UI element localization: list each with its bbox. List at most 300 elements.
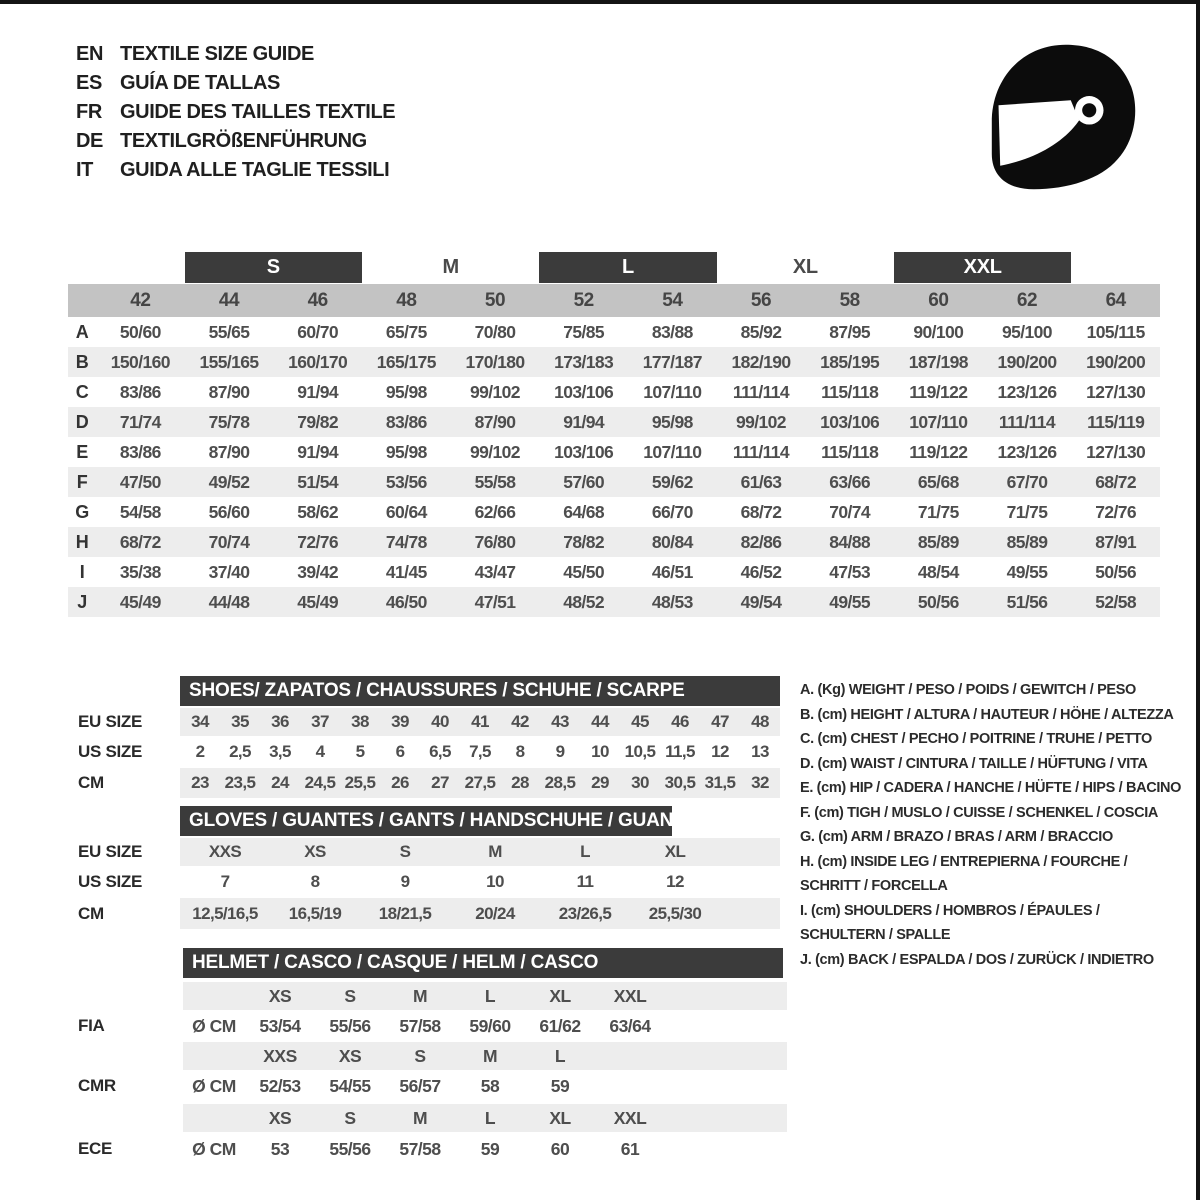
- shoe-size-cell: 36: [271, 712, 289, 731]
- shoe-size-cell: 27,5: [464, 773, 496, 792]
- lang-code: DE: [76, 130, 103, 152]
- size-cell: 71/75: [1006, 501, 1048, 522]
- shoe-size-cell: 2,5: [229, 742, 251, 761]
- size-cell: 99/102: [470, 441, 520, 462]
- helmet-value-cell: 61/62: [539, 1015, 581, 1036]
- gloves-eu-row: [180, 838, 780, 866]
- size-cell: 63/66: [829, 471, 871, 492]
- size-cell: 150/160: [110, 351, 170, 372]
- shoe-size-cell: 34: [191, 712, 209, 731]
- size-cell: 78/82: [563, 531, 605, 552]
- lang-code: ES: [76, 72, 102, 94]
- size-number: 42: [130, 289, 151, 311]
- size-cell: 47/50: [119, 471, 161, 492]
- size-cell: 185/195: [820, 351, 880, 372]
- size-cell: 91/94: [297, 441, 339, 462]
- size-number: 46: [307, 289, 328, 311]
- size-number: 50: [484, 289, 506, 311]
- lang-title: GUÍA DE TALLAS: [120, 72, 280, 94]
- row-key: E: [76, 441, 88, 462]
- gloves-cm-grid: [180, 898, 720, 929]
- textile-row-g: [68, 497, 1160, 527]
- helmet-value-cell: 61: [620, 1138, 640, 1159]
- size-cell: 72/76: [297, 531, 339, 552]
- legend-text: ARM / BRAZO / BRAS / ARM / BRACCIO: [850, 829, 1113, 845]
- helmet-unit-cell: Ø CM: [192, 1075, 236, 1096]
- legend-text: HEIGHT / ALTURA / HAUTEUR / HÖHE / ALTEZZA: [850, 706, 1174, 723]
- helmet-title-bar: HELMET / CASCO / CASQUE / HELM / CASCO: [183, 948, 783, 978]
- shoes-cm-row: [180, 768, 780, 798]
- legend-item-f: [800, 801, 1180, 826]
- helmet-value-cell: 53/54: [259, 1015, 301, 1036]
- helmet-fia-values-row: [183, 1012, 787, 1040]
- size-cell: 107/110: [643, 441, 702, 462]
- size-cell: 68/72: [119, 531, 161, 552]
- shoe-size-cell: 4: [315, 742, 325, 761]
- size-cell: 111/114: [732, 381, 790, 402]
- helmet-value-cell: 59: [480, 1138, 500, 1159]
- row-key: D: [75, 411, 89, 432]
- shoe-size-cell: 30: [631, 773, 649, 792]
- size-cell: 71/75: [917, 501, 959, 522]
- helmet-value-cell: 52/53: [259, 1075, 301, 1096]
- glove-size-cell: 25,5/30: [648, 903, 702, 923]
- helmet-value-cell: 57/58: [399, 1138, 441, 1159]
- shoe-size-cell: 5: [355, 742, 365, 761]
- shoes-cm-label: CM: [78, 773, 104, 792]
- size-cell: 74/78: [385, 531, 427, 552]
- size-number: 58: [839, 289, 860, 311]
- legend-text: CHEST / PECHO / POITRINE / TRUHE / PETTO: [850, 731, 1152, 747]
- size-cell: 50/56: [1095, 561, 1137, 582]
- shoes-eu-row: [180, 708, 780, 736]
- shoe-size-cell: 27: [431, 773, 449, 792]
- size-cell: 87/95: [829, 321, 871, 342]
- size-cell: 60/64: [385, 501, 427, 522]
- size-cell: 95/98: [385, 381, 427, 402]
- size-number: 44: [218, 289, 240, 311]
- legend-text: WEIGHT / PESO / POIDS / GEWITCH / PESO: [848, 682, 1136, 698]
- helmet-value-cell: 57/58: [399, 1015, 441, 1036]
- size-cell: 103/106: [820, 411, 880, 432]
- size-cell: 87/91: [1095, 531, 1137, 552]
- helmet-value-cell: 58: [480, 1075, 500, 1096]
- size-cell: 46/50: [385, 591, 427, 612]
- helmet-cmr-values-row: [183, 1072, 787, 1100]
- shoe-size-cell: 38: [351, 712, 369, 731]
- shoe-size-cell: 39: [391, 712, 409, 731]
- shoe-size-cell: 25,5: [344, 773, 376, 792]
- helmet-value-cell: 55/56: [329, 1015, 371, 1036]
- glove-size-cell: 23/26,5: [558, 903, 612, 923]
- size-cell: 91/94: [297, 381, 339, 402]
- shoe-size-cell: 32: [751, 773, 769, 792]
- size-cell: 115/118: [821, 381, 879, 402]
- helmet-unit-cell: Ø CM: [192, 1138, 236, 1159]
- row-key: H: [75, 531, 89, 552]
- lang-code: EN: [76, 43, 103, 65]
- size-cell: 47/51: [474, 591, 516, 612]
- size-number: 52: [573, 289, 594, 311]
- gloves-cm-label: CM: [78, 903, 104, 923]
- helmet-ece-sizes-row: [183, 1104, 787, 1132]
- size-cell: 173/183: [554, 351, 614, 372]
- language-title-block: [76, 40, 395, 185]
- textile-size-table: [68, 252, 1160, 617]
- size-cell: 103/106: [554, 381, 614, 402]
- helmet-size-cell: L: [484, 1107, 496, 1128]
- size-cell: 119/122: [909, 381, 968, 402]
- glove-size-cell: 7: [220, 872, 230, 891]
- size-cell: 84/88: [829, 531, 871, 552]
- helmet-size-cell: L: [554, 1045, 566, 1066]
- size-cell: 68/72: [740, 501, 782, 522]
- size-cell: 75/85: [563, 321, 605, 342]
- size-number: 60: [928, 289, 949, 311]
- shoe-size-cell: 40: [431, 712, 449, 731]
- measurement-legend: [800, 678, 1180, 972]
- size-cell: 68/72: [1095, 471, 1137, 492]
- legend-item-a: [800, 678, 1180, 703]
- shoe-size-cell: 48: [751, 712, 769, 731]
- size-cell: 46/52: [740, 561, 782, 582]
- glove-size-cell: 18/21,5: [378, 903, 432, 923]
- legend-key: H. (cm): [800, 853, 847, 870]
- row-key: C: [75, 381, 89, 402]
- size-cell: 115/118: [821, 441, 879, 462]
- size-cell: 103/106: [554, 441, 614, 462]
- legend-item-d: [800, 752, 1180, 777]
- glove-size-cell: 12: [666, 872, 684, 891]
- legend-item-i: [800, 899, 1180, 948]
- size-cell: 56/60: [208, 501, 250, 522]
- shoe-size-cell: 43: [551, 712, 569, 731]
- lang-row-de: [76, 127, 395, 156]
- shoe-size-cell: 30,5: [664, 773, 696, 792]
- row-key: J: [77, 591, 87, 612]
- gloves-title-bar: GLOVES / GUANTES / GANTS / HANDSCHUHE / GUANTI: [180, 806, 672, 836]
- row-key: G: [75, 501, 89, 522]
- size-cell: 48/52: [563, 591, 605, 612]
- size-cell: 45/49: [297, 591, 339, 612]
- helmet-size-cell: XS: [338, 1045, 362, 1066]
- glove-size-cell: XXS: [208, 842, 242, 861]
- size-cell: 85/92: [740, 321, 782, 342]
- row-key: I: [79, 561, 85, 582]
- shoe-size-cell: 46: [671, 712, 689, 731]
- shoe-size-cell: 9: [555, 742, 565, 761]
- size-cell: 59/62: [651, 471, 693, 492]
- size-number-row: [68, 284, 1160, 317]
- glove-size-cell: XL: [664, 842, 686, 861]
- legend-item-c: [800, 727, 1180, 752]
- legend-item-e: [800, 776, 1180, 801]
- glove-size-cell: 8: [310, 872, 320, 891]
- helmet-ece-values-row: [183, 1134, 787, 1164]
- size-cell: 90/100: [913, 321, 964, 342]
- shoe-size-cell: 6: [395, 742, 405, 761]
- legend-text: WAIST / CINTURA / TAILLE / HÜFTUNG / VITA: [850, 755, 1148, 772]
- size-cell: 39/42: [297, 561, 339, 582]
- page-top-border: [0, 0, 1200, 4]
- size-cell: 123/126: [997, 441, 1057, 462]
- legend-key: G. (cm): [800, 829, 848, 845]
- size-cell: 37/40: [208, 561, 250, 582]
- textile-row-b: [68, 347, 1160, 377]
- legend-item-j: [800, 948, 1180, 973]
- glove-size-cell: 11: [576, 872, 594, 891]
- size-cell: 87/90: [474, 411, 516, 432]
- helmet-size-cell: XS: [268, 1107, 292, 1128]
- size-cell: 115/119: [1087, 411, 1145, 432]
- size-cell: 51/56: [1006, 591, 1048, 612]
- legend-item-g: [800, 825, 1180, 850]
- legend-key: C. (cm): [800, 731, 847, 747]
- gloves-us-grid: [180, 868, 720, 896]
- lang-row-it: [76, 156, 395, 185]
- shoe-size-cell: 42: [511, 712, 529, 731]
- helmet-ece-label: ECE: [78, 1139, 113, 1158]
- helmet-size-cell: M: [412, 1107, 428, 1128]
- gloves-eu-grid: [180, 838, 720, 866]
- helmet-value-cell: 59: [550, 1075, 570, 1096]
- size-cell: 99/102: [470, 381, 520, 402]
- size-cell: 83/86: [119, 381, 161, 402]
- textile-row-a: [68, 317, 1160, 347]
- row-key: A: [75, 321, 89, 342]
- helmet-cmr-label: CMR: [78, 1076, 116, 1095]
- size-cell: 62/66: [474, 501, 516, 522]
- size-cell: 177/187: [642, 351, 702, 372]
- shoe-size-cell: 26: [391, 773, 409, 792]
- size-number: 56: [750, 289, 772, 311]
- helmet-value-cell: 63/64: [609, 1015, 651, 1036]
- helmet-size-cell: XXL: [613, 1107, 647, 1128]
- size-group-l: L: [539, 252, 716, 283]
- legend-key: I. (cm): [800, 902, 841, 919]
- textile-row-j: [68, 587, 1160, 617]
- lang-title: TEXTILE SIZE GUIDE: [120, 43, 314, 65]
- legend-item-h: [800, 850, 1180, 899]
- size-cell: 71/74: [119, 411, 161, 432]
- shoe-size-cell: 24,5: [304, 773, 336, 792]
- size-cell: 187/198: [908, 351, 968, 372]
- helmet-size-cell: L: [484, 985, 496, 1006]
- helmet-unit-cell: Ø CM: [192, 1015, 236, 1036]
- helmet-size-cell: M: [412, 985, 428, 1006]
- size-cell: 35/38: [119, 561, 161, 582]
- size-cell: 80/84: [651, 531, 693, 552]
- size-cell: 66/70: [651, 501, 693, 522]
- size-cell: 48/54: [917, 561, 959, 582]
- shoe-size-cell: 6,5: [429, 742, 451, 761]
- legend-text-line2: SCHRITT / FORCELLA: [800, 878, 948, 894]
- size-number: 48: [396, 289, 417, 311]
- helmet-size-cell: S: [344, 1107, 356, 1128]
- shoe-size-cell: 10,5: [624, 742, 656, 761]
- glove-size-cell: 20/24: [475, 903, 515, 923]
- legend-text: TIGH / MUSLO / CUISSE / SCHENKEL / COSCIA: [847, 804, 1159, 821]
- size-cell: 87/90: [208, 381, 250, 402]
- size-group-xxl: XXL: [894, 252, 1071, 283]
- size-cell: 51/54: [297, 471, 339, 492]
- helmet-value-cell: 60: [550, 1138, 570, 1159]
- size-cell: 95/100: [1002, 321, 1052, 342]
- helmet-value-cell: 55/56: [329, 1138, 371, 1159]
- size-cell: 82/86: [740, 531, 782, 552]
- size-cell: 67/70: [1006, 471, 1048, 492]
- shoe-size-cell: 10: [591, 742, 609, 761]
- size-cell: 49/54: [740, 591, 782, 612]
- shoes-eu-size-label: EU SIZE: [78, 712, 143, 731]
- gloves-us-size-label: US SIZE: [78, 872, 143, 891]
- size-cell: 72/76: [1095, 501, 1137, 522]
- size-group-s: S: [185, 252, 362, 283]
- size-cell: 58/62: [297, 501, 339, 522]
- helmet-size-cell: XL: [549, 985, 571, 1006]
- glove-size-cell: M: [488, 842, 502, 861]
- size-cell: 55/58: [474, 471, 516, 492]
- shoes-us-size-label: US SIZE: [78, 742, 143, 761]
- size-cell: 119/122: [909, 441, 968, 462]
- shoe-size-cell: 28,5: [544, 773, 576, 792]
- lang-row-es: [76, 69, 395, 98]
- gloves-cm-row: [180, 898, 780, 929]
- lang-code: FR: [76, 101, 102, 123]
- glove-size-cell: S: [399, 842, 411, 861]
- size-cell: 85/89: [1006, 531, 1048, 552]
- glove-size-cell: 12,5/16,5: [192, 903, 258, 923]
- size-cell: 190/200: [997, 351, 1057, 372]
- shoes-title-bar: SHOES/ ZAPATOS / CHAUSSURES / SCHUHE / SCARPE: [180, 676, 780, 706]
- size-cell: 85/89: [917, 531, 959, 552]
- size-cell: 76/80: [474, 531, 516, 552]
- size-number: 64: [1105, 289, 1126, 311]
- shoe-size-cell: 45: [631, 712, 649, 731]
- size-cell: 48/53: [651, 591, 693, 612]
- size-cell: 127/130: [1086, 441, 1146, 462]
- size-cell: 95/98: [651, 411, 693, 432]
- size-cell: 41/45: [385, 561, 427, 582]
- legend-text: SHOULDERS / HOMBROS / ÉPAULES /: [843, 902, 1100, 919]
- size-cell: 61/63: [740, 471, 782, 492]
- size-cell: 91/94: [563, 411, 605, 432]
- shoe-size-cell: 11,5: [665, 742, 695, 761]
- shoe-size-cell: 35: [231, 712, 249, 731]
- size-cell: 45/50: [563, 561, 605, 582]
- shoe-size-cell: 37: [311, 712, 329, 731]
- lang-title: TEXTILGRÖßENFÜHRUNG: [120, 130, 367, 152]
- helmet-size-cell: S: [414, 1045, 426, 1066]
- size-cell: 70/74: [829, 501, 871, 522]
- size-cell: 47/53: [829, 561, 871, 582]
- size-cell: 155/165: [199, 351, 259, 372]
- gloves-us-row: [180, 868, 780, 896]
- legend-key: D. (cm): [800, 755, 847, 772]
- helmet-cmr-sizes-row: [183, 1042, 787, 1070]
- shoes-us-row: [180, 738, 780, 766]
- size-number: 54: [662, 289, 683, 311]
- gloves-eu-size-label: EU SIZE: [78, 842, 143, 861]
- racing-helmet-icon: [975, 30, 1143, 204]
- size-cell: 160/170: [288, 351, 348, 372]
- size-cell: 60/70: [297, 321, 339, 342]
- textile-row-c: [68, 377, 1160, 407]
- shoe-size-cell: 7,5: [469, 742, 491, 761]
- helmet-size-cell: S: [344, 985, 356, 1006]
- legend-text-line2: SCHULTERN / SPALLE: [800, 927, 951, 943]
- size-cell: 70/80: [474, 321, 516, 342]
- shoe-size-cell: 3,5: [269, 742, 291, 761]
- shoe-size-cell: 13: [751, 742, 769, 761]
- textile-row-d: [68, 407, 1160, 437]
- size-cell: 127/130: [1086, 381, 1146, 402]
- size-group-m: M: [442, 256, 459, 278]
- shoe-size-cell: 31,5: [704, 773, 736, 792]
- size-cell: 165/175: [376, 351, 436, 372]
- size-cell: 123/126: [997, 381, 1057, 402]
- legend-key: A. (Kg): [800, 682, 846, 698]
- shoe-size-cell: 29: [591, 773, 609, 792]
- helmet-value-cell: 53: [270, 1138, 290, 1159]
- lang-title: GUIDA ALLE TAGLIE TESSILI: [120, 159, 390, 181]
- size-cell: 45/49: [119, 591, 161, 612]
- textile-row-e: [68, 437, 1160, 467]
- size-cell: 57/60: [563, 471, 605, 492]
- size-cell: 111/114: [998, 411, 1056, 432]
- lang-title: GUIDE DES TAILLES TEXTILE: [120, 101, 396, 123]
- row-key: B: [75, 351, 89, 372]
- page-right-border: [1196, 0, 1200, 1200]
- size-cell: 49/55: [829, 591, 871, 612]
- textile-row-h: [68, 527, 1160, 557]
- legend-item-b: [800, 703, 1180, 728]
- size-cell: 46/51: [651, 561, 693, 582]
- lang-row-en: [76, 40, 395, 69]
- shoe-size-cell: 23,5: [224, 773, 256, 792]
- glove-size-cell: 10: [486, 872, 504, 891]
- textile-row-f: [68, 467, 1160, 497]
- size-cell: 105/115: [1086, 321, 1145, 342]
- size-cell: 190/200: [1086, 351, 1146, 372]
- size-cell: 182/190: [731, 351, 791, 372]
- shoe-size-cell: 47: [711, 712, 729, 731]
- size-cell: 52/58: [1095, 591, 1137, 612]
- size-cell: 55/65: [208, 321, 250, 342]
- row-key: F: [76, 471, 88, 492]
- size-cell: 50/56: [917, 591, 959, 612]
- helmet-size-cell: XS: [268, 985, 292, 1006]
- legend-key: F. (cm): [800, 804, 844, 821]
- helmet-fia-label: FIA: [78, 1016, 105, 1035]
- size-cell: 75/78: [208, 411, 250, 432]
- helmet-size-cell: XL: [549, 1107, 571, 1128]
- glove-size-cell: 16,5/19: [288, 903, 342, 923]
- size-cell: 65/68: [917, 471, 959, 492]
- size-cell: 54/58: [119, 501, 161, 522]
- legend-key: E. (cm): [800, 780, 846, 796]
- size-cell: 64/68: [563, 501, 605, 522]
- shoe-size-cell: 12: [711, 742, 729, 761]
- size-cell: 170/180: [465, 351, 525, 372]
- size-group-row: [68, 252, 1160, 283]
- shoe-size-cell: 24: [271, 773, 289, 792]
- legend-key: J. (cm): [800, 951, 845, 968]
- shoe-size-cell: 28: [511, 773, 529, 792]
- size-cell: 49/55: [1006, 561, 1048, 582]
- size-cell: 87/90: [208, 441, 250, 462]
- shoe-size-cell: 41: [471, 712, 489, 731]
